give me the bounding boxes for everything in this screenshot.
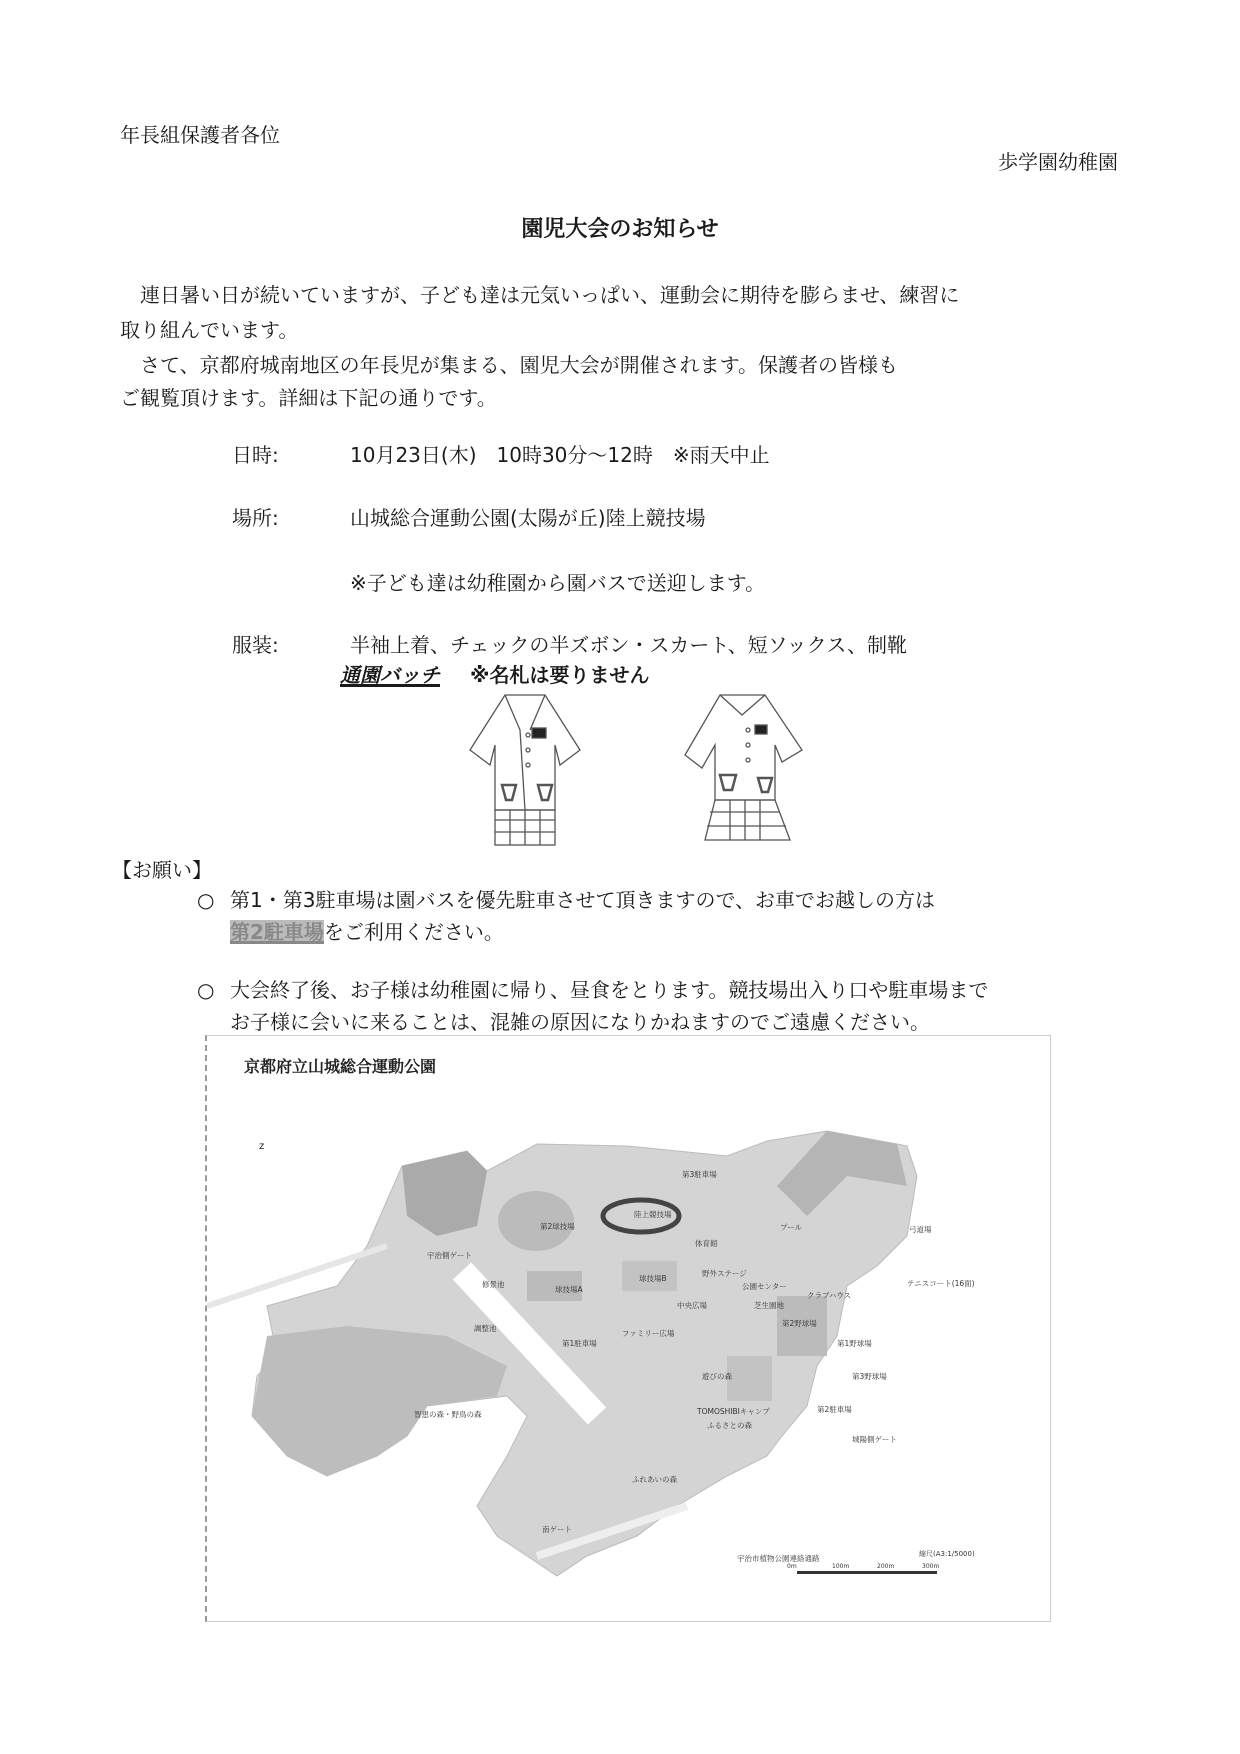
request-line: お子様に会いに来ることは、混雑の原因になりかねますのでご遠慮ください。 [230,1010,930,1034]
map-label: 南ゲート [542,1525,572,1534]
scale-tick: 300m [922,1563,940,1570]
map-label: 第2駐車場 [817,1405,852,1414]
parking-2-highlight: 第2駐車場 [230,920,324,944]
requests-heading: 【お願い】 [112,858,212,882]
request-line: 第1・第3駐車場は園バスを優先駐車させて頂きますので、お車でお越しの方は [230,888,936,912]
map-label: 宇治市植物公園連絡通路 [737,1554,820,1563]
map-label: TOMOSHIBIキャンプ [697,1407,770,1416]
map-label: 第3駐車場 [682,1170,717,1179]
intro-line: さて、京都府城南地区の年長児が集まる、園児大会が開催されます。保護者の皆様も [140,353,898,377]
map-label: 第2野球場 [782,1319,817,1328]
date-label: 日時: [232,443,279,467]
map-label: 体育館 [695,1239,718,1248]
park-area [207,1131,917,1576]
map-label: ふるさとの森 [707,1421,752,1430]
map-label: 第1野球場 [837,1339,872,1348]
map-label: 城陽側ゲート [852,1435,897,1444]
north-indicator: z [259,1141,265,1152]
map-label: ふれあいの森 [632,1475,677,1484]
scale-tick: 0m [787,1563,797,1570]
map-label: 芝生園地 [754,1301,784,1310]
scale-tick: 100m [832,1563,850,1570]
request-text: をご利用ください。 [323,920,504,944]
recipient: 年長組保護者各位 [120,123,280,147]
map-label: 第3野球場 [852,1372,887,1381]
dress-badge: 通園バッチ [340,663,440,687]
scale-tick: 200m [877,1563,895,1570]
map-label: 智恵の森・野鳥の森 [414,1410,482,1419]
place-value: 山城総合運動公園(太陽が丘)陸上競技場 [350,506,706,530]
map-label: クラブハウス [807,1291,852,1300]
map-label: 弓道場 [909,1225,932,1234]
map-label: ファミリー広場 [622,1329,675,1338]
map-label: 修景池 [482,1280,505,1289]
uniform-illustration-boy [460,690,590,850]
map-label: 中央広場 [677,1301,707,1310]
map-label: 調整池 [474,1324,497,1333]
map-label: 公園センター [742,1282,787,1291]
dress-note: ※名札は要りません [470,663,650,687]
intro-line: 取り組んでいます。 [120,318,299,342]
dress-label: 服装: [232,633,279,657]
request-bullet: ○ [197,888,215,912]
map-label: 遊びの森 [702,1372,732,1381]
place-note: ※子ども達は幼稚園から園バスで送迎します。 [350,571,766,595]
page-title: 園児大会のお知らせ [521,217,719,242]
map-label: 野外ステージ [702,1269,747,1278]
place-label: 場所: [232,506,279,530]
map-label: 陸上競技場 [634,1210,672,1219]
map-label: 第1駐車場 [562,1339,597,1348]
map-label: 宇治側ゲート [427,1251,472,1260]
intro-line: 連日暑い日が続いていますが、子ども達は元気いっぱい、運動会に期待を膨らませ、練習に [140,283,960,307]
park-map [205,1035,1051,1622]
dress-value: 半袖上着、チェックの半ズボン・スカート、短ソックス、制靴 [350,633,907,657]
uniform-illustration-girl [680,690,810,850]
scale-title: 縮尺(A3:1/5000) [919,1550,975,1558]
map-label: プール [780,1223,803,1232]
sender: 歩学園幼稚園 [998,150,1118,174]
intro-line: ご観覧頂けます。詳細は下記の通りです。 [120,386,497,410]
date-value: 10月23日(木) 10時30分～12時 ※雨天中止 [350,443,770,467]
request-line: 大会終了後、お子様は幼稚園に帰り、昼食をとります。競技場出入り口や駐車場まで [230,978,989,1002]
request-line [230,920,504,944]
map-label: 第2球技場 [540,1222,575,1231]
map-title: 京都府立山城総合運動公園 [244,1057,437,1076]
map-label: テニスコート(16面) [907,1279,975,1288]
map-label: 球技場A [555,1285,583,1294]
map-label: 球技場B [639,1274,667,1283]
request-bullet: ○ [197,978,215,1002]
